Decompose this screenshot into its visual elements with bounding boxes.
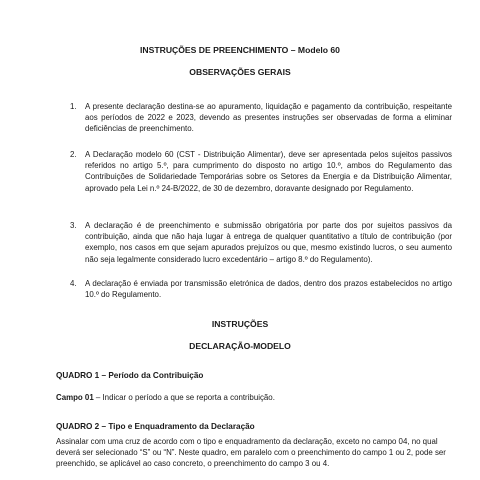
campo-01-paragraph [56,392,452,403]
general-observations-heading: OBSERVAÇÕES GERAIS [189,67,291,77]
observation-text: A presente declaração destina-se ao apuramento, liquidação e pagamento da contribuição, respeitante aos períodos de 2022 e 2023, devendo as presentes instruções ser observadas de forma a eliminar deficiências de preenchimento. [85,102,452,134]
observation-number: 3. [70,221,77,230]
observation-item-4 [70,278,452,300]
observation-text: A declaração é de preenchimento e submissão obrigatória por parte dos por sujeitos passivos da contribuição, ainda que não haja lugar à entrega de qualquer quantitativo a título de contribuição (por exemplo, nos casos em que sejam apurados prejuízos ou que, mesmo existindo lucros, o seu aumento não seja legalmente considerado lucro excedentário – artigo 8.º do Regulamento). [85,221,452,264]
observation-text: A declaração é enviada por transmissão eletrónica de dados, dentro dos prazos estabelecidos no artigo 10.º do Regulamento. [85,279,452,300]
observation-text: A Declaração modelo 60 (CST - Distribuição Alimentar), deve ser apresentada pelos sujeitos passivos referidos no artigo 5.º, para cumprimento do disposto no artigo 10.º, ambos do Regulamento das Contribuições de Solidariedade Temporárias sobre os Setores da Energia e da Distribuição Alimentar, aprovado pela Lei n.º 24-B/2022, de 30 de dezembro, doravante designado por Regulamento. [85,150,452,193]
observation-item-3 [70,220,452,265]
instructions-heading: INSTRUÇÕES [211,319,269,329]
observation-item-1 [70,101,452,135]
quadro-2-paragraph: Assinalar com uma cruz de acordo com o tipo e enquadramento da declaração, exceto no campo 04, no qual deverá ser selecionado “S” ou “N”. Neste quadro, em paralelo com o preenchimento do campo 1 ou 2, pode ser preenchido, se aplicável ao caso concreto, o preenchimento do campo 3 ou 4. [56,437,446,469]
observation-item-2 [70,149,452,194]
model-heading: DECLARAÇÃO-MODELO [189,341,291,351]
campo-01-label: Campo 01 [56,393,94,402]
observation-number: 2. [70,150,77,159]
document-title: INSTRUÇÕES DE PREENCHIMENTO – Modelo 60 [140,45,340,55]
observation-number: 1. [70,102,77,111]
observation-number: 4. [70,279,77,288]
quadro-1-heading: QUADRO 1 – Período da Contribuição [56,371,204,380]
campo-01-text: – Indicar o período a que se reporta a contribuição. [93,393,275,402]
quadro-2-heading: QUADRO 2 – Tipo e Enquadramento da Declaração [56,422,255,431]
